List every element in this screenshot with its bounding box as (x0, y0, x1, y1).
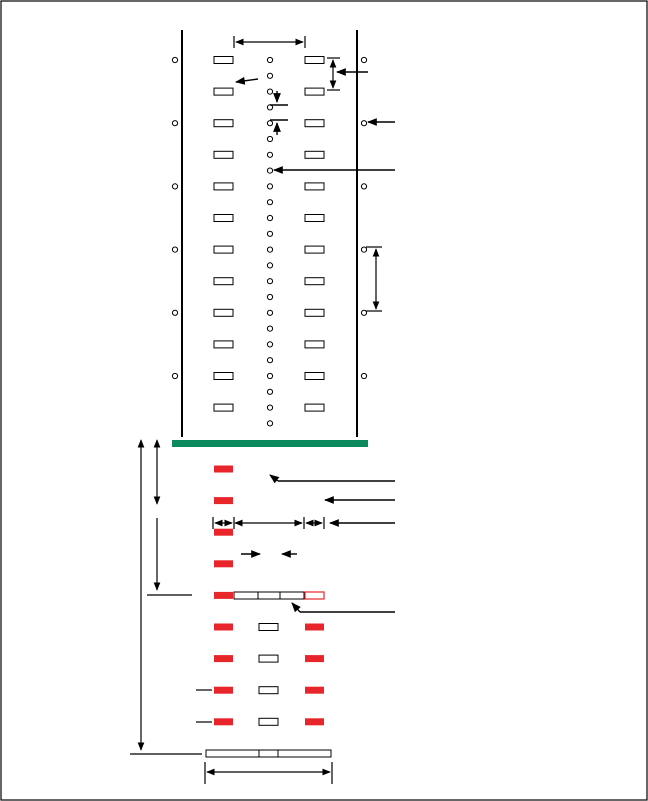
edge-marker-left (172, 121, 177, 126)
lane-marker-left (214, 404, 233, 411)
lane-marker-left (214, 120, 233, 127)
crosswalk-segment (258, 592, 280, 599)
center-lane-marker (259, 718, 278, 725)
edge-marker-right (361, 310, 366, 315)
lane-marker-right (305, 57, 324, 64)
center-marker (267, 279, 272, 284)
center-marker (267, 310, 272, 315)
lane-marker-left (214, 309, 233, 316)
stop-bar (172, 440, 368, 447)
lane-marker-left (214, 278, 233, 285)
lane-marker-right (305, 373, 324, 380)
lane-marker-right (305, 309, 324, 316)
center-lane-marker (259, 624, 278, 631)
crosswalk-segment (234, 592, 258, 599)
lane-marker-right (305, 341, 324, 348)
center-marker (267, 184, 272, 189)
center-marker (267, 373, 272, 378)
lane-marker-left (214, 246, 233, 253)
leader-lane-marker (236, 79, 258, 82)
center-marker (267, 263, 272, 268)
edge-marker-left (172, 373, 177, 378)
center-marker (267, 358, 272, 363)
red-marker-left (214, 592, 233, 599)
lane-marker-left (214, 88, 233, 95)
center-marker (267, 389, 272, 394)
red-marker-left (214, 529, 233, 536)
red-marker-left (214, 718, 233, 725)
base-bar (206, 750, 331, 757)
center-marker (267, 405, 272, 410)
lane-marker-right (305, 183, 324, 190)
center-marker (267, 73, 272, 78)
edge-marker-right (361, 247, 366, 252)
red-marker-left (214, 624, 233, 631)
red-marker-left (214, 655, 233, 662)
lane-marker-left (214, 215, 233, 222)
lane-marker-left (214, 183, 233, 190)
crosswalk-segment (280, 592, 304, 599)
red-marker-left (214, 497, 233, 504)
crosswalk-end-red (305, 592, 324, 599)
lane-marker-right (305, 151, 324, 158)
center-lane-marker (259, 687, 278, 694)
lane-marker-left (214, 57, 233, 64)
center-marker (267, 326, 272, 331)
dimension-lines (130, 36, 382, 784)
center-markers (267, 57, 272, 426)
lane-marker-right (305, 120, 324, 127)
center-marker (267, 152, 272, 157)
center-marker (267, 57, 272, 62)
edge-marker-right (361, 57, 366, 62)
center-marker (267, 200, 272, 205)
red-marker-right (305, 655, 324, 662)
lane-marker-right (305, 404, 324, 411)
center-marker (267, 121, 272, 126)
lane-marker-right (305, 88, 324, 95)
center-marker (267, 294, 272, 299)
red-marker-right (305, 624, 324, 631)
lane-marker-right (305, 278, 324, 285)
center-marker (267, 168, 272, 173)
lower-section (206, 466, 331, 758)
center-marker (267, 136, 272, 141)
edge-marker-left (172, 247, 177, 252)
lane-marker-left (214, 373, 233, 380)
lane-marker-left (214, 151, 233, 158)
red-marker-left (214, 687, 233, 694)
center-marker (267, 421, 272, 426)
lane-marker-left (214, 341, 233, 348)
edge-marker-left (172, 184, 177, 189)
center-marker (267, 89, 272, 94)
red-marker-left (214, 560, 233, 567)
red-marker-right (305, 687, 324, 694)
edge-marker-right (361, 121, 366, 126)
edge-marker-right (361, 184, 366, 189)
edge-marker-right (361, 373, 366, 378)
lane-marker-right (305, 246, 324, 253)
center-marker (267, 342, 272, 347)
red-marker-right (305, 718, 324, 725)
edge-marker-left (172, 310, 177, 315)
center-marker (267, 231, 272, 236)
lane-marker-right (305, 215, 324, 222)
red-marker-left (214, 466, 233, 473)
center-lane-marker (259, 655, 278, 662)
edge-marker-left (172, 57, 177, 62)
center-marker (267, 247, 272, 252)
center-marker (267, 215, 272, 220)
